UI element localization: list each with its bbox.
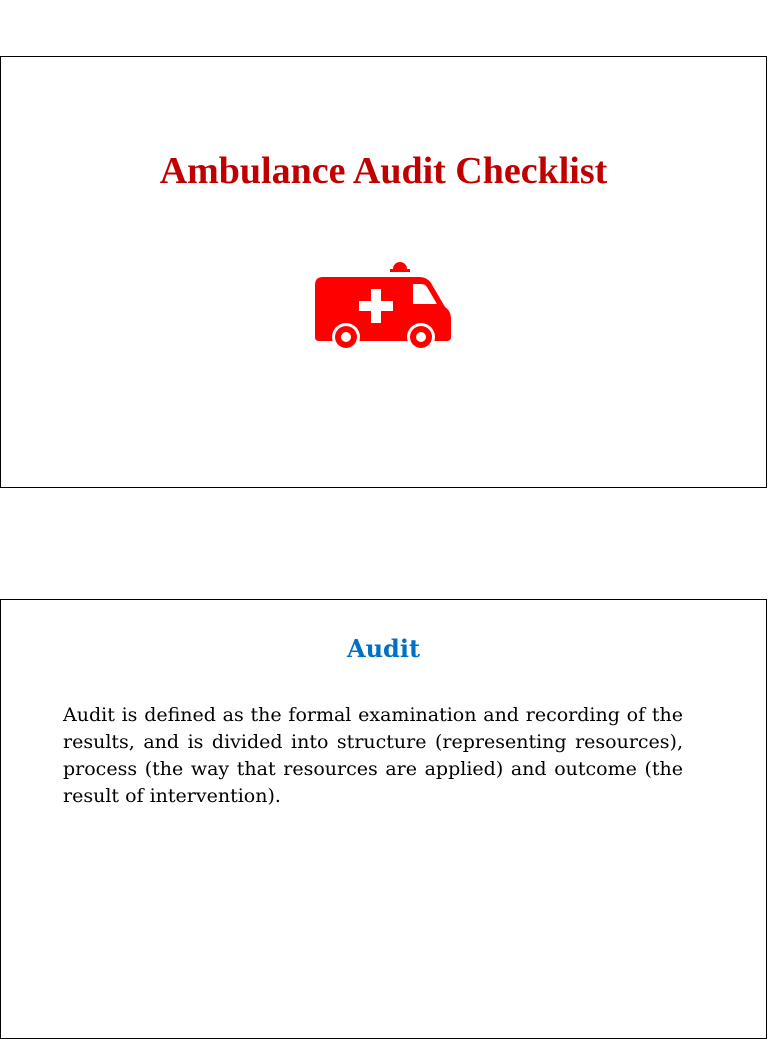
ambulance-icon [315,257,455,353]
slide-title [0,56,767,488]
section-title: Audit [346,634,421,663]
page-title: Ambulance Audit Checklist [159,150,608,192]
slide-audit [0,599,767,1039]
audit-definition-paragraph: Audit is defined as the formal examination and recording of the results, and is divided into structure (representing resources), process (the way that resources are applied) and outcome (the result of intervention). [63,704,683,807]
